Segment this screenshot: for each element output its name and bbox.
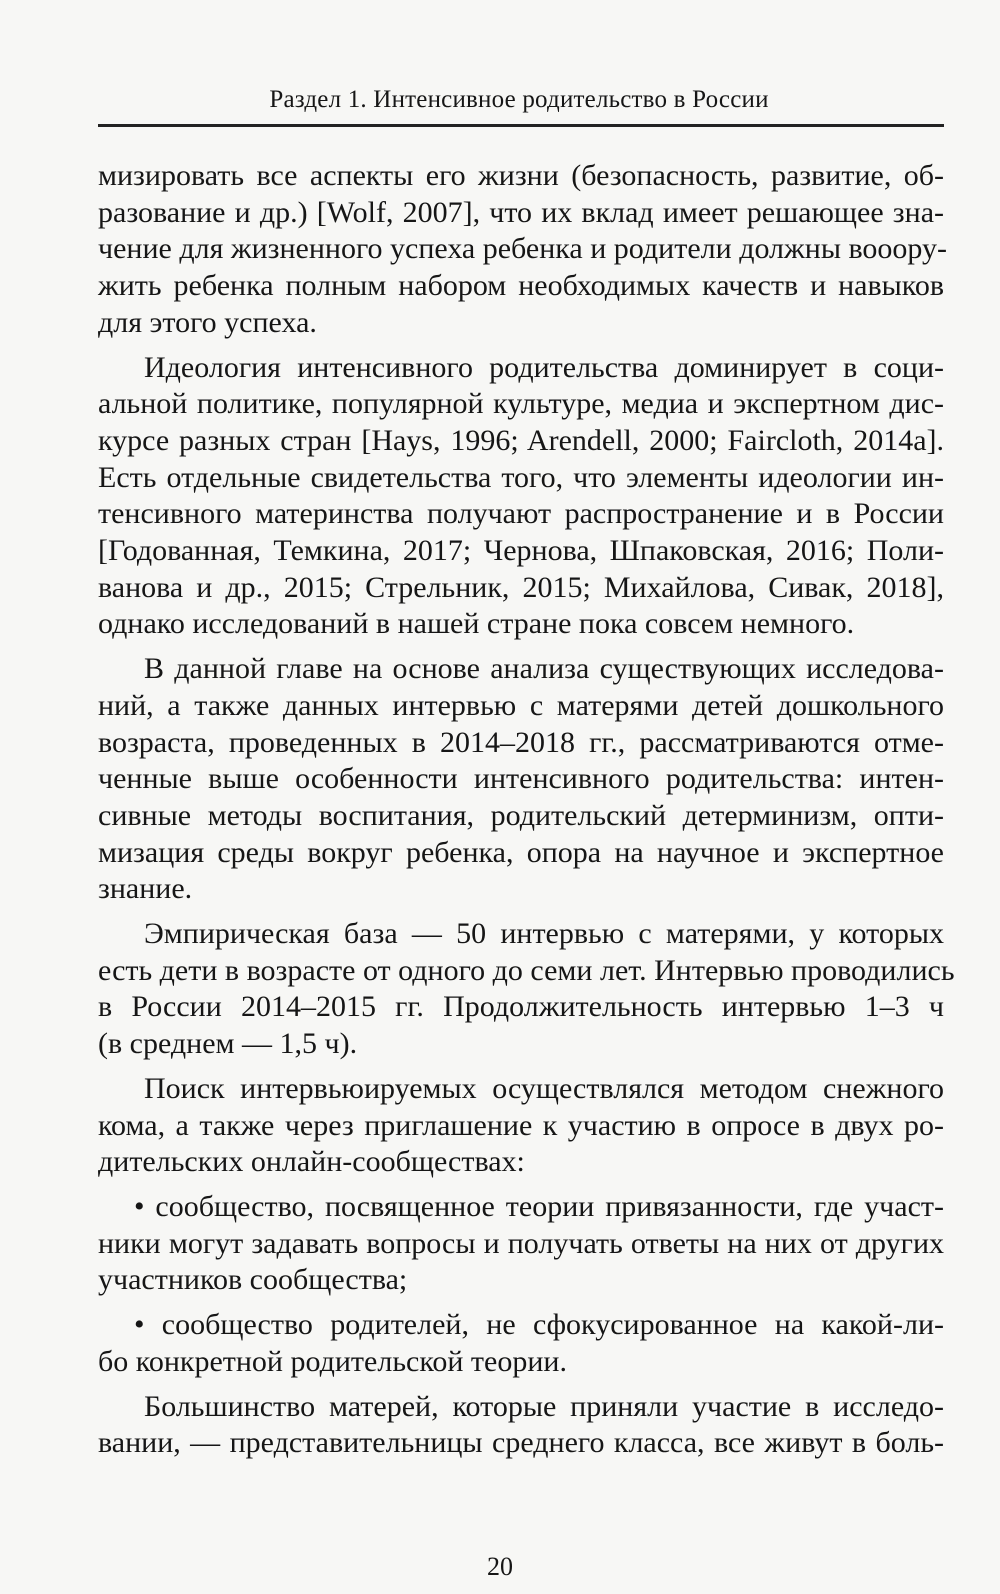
text-line: чение для жизненного успеха ребенка и родители должны вооору-: [98, 232, 948, 266]
text-line: курсе разных стран [Hays, 1996; Arendell, 2000; Faircloth, 2014a].: [98, 423, 944, 457]
text-line: однако исследований в нашей стране пока совсем немного.: [98, 607, 855, 641]
text-line: В данной главе на основе анализа существующих исследова-: [144, 652, 944, 686]
text-line: ний, а также данных интервью с матерями детей дошкольного: [98, 688, 944, 722]
paragraph-gap: [98, 342, 944, 350]
paragraph-6: [98, 1389, 944, 1462]
paragraph-gap: [98, 1299, 944, 1307]
paragraph-gap: [98, 643, 944, 651]
text-line: Идеология интенсивного родительства доминирует в соци-: [144, 350, 944, 384]
text-line: есть дети в возрасте от одного до семи лет. Интервью проводились: [98, 953, 955, 987]
text-line: Эмпирическая база — 50 интервью с матерями, у которых: [144, 917, 944, 951]
paragraph-5: [98, 1071, 944, 1181]
text-line: сивные методы воспитания, родительский детерминизм, опти-: [98, 798, 944, 832]
text-line: дительских онлайн-сообществах:: [98, 1145, 525, 1179]
text-line: возраста, проведенных в 2014–2018 гг., рассматриваются отме-: [98, 725, 944, 759]
paragraph-3: [98, 651, 944, 908]
text-line: участников сообщества;: [98, 1263, 408, 1297]
text-line: жить ребенка полным набором необходимых качеств и навыков: [98, 269, 944, 303]
text-line: • сообщество родителей, не сфокусированное на какой-ли-: [134, 1308, 944, 1342]
text-line: Большинство матерей, которые приняли участие в исследо-: [144, 1389, 944, 1423]
paragraph-gap: [98, 1063, 944, 1071]
text-line: альной политике, популярной культуре, медиа и экспертном дис-: [98, 387, 944, 421]
text-line: разование и др.) [Wolf, 2007], что их вклад имеет решающее зна-: [98, 195, 944, 229]
text-line: • сообщество, посвященное теории привязанности, где участ-: [134, 1189, 944, 1223]
text-line: ванова и др., 2015; Стрельник, 2015; Михайлова, Сивак, 2018],: [98, 570, 944, 604]
text-line: Есть отдельные свидетельства того, что элементы идеологии ин-: [98, 460, 944, 494]
text-line: Поиск интервьюируемых осуществлялся методом снежного: [144, 1071, 944, 1105]
paragraph-gap: [98, 1381, 944, 1389]
text-line: знание.: [98, 872, 193, 906]
body-text: [98, 158, 955, 1462]
text-line: ники могут задавать вопросы и получать ответы на них от других: [98, 1226, 944, 1260]
text-line: [Годованная, Темкина, 2017; Чернова, Шпаковская, 2016; Поли-: [98, 534, 944, 568]
text-line: для этого успеха.: [98, 305, 317, 339]
text-line: (в среднем — 1,5 ч).: [98, 1027, 358, 1061]
paragraph-gap: [98, 908, 944, 916]
running-header: Раздел 1. Интенсивное родительство в России: [269, 86, 769, 113]
text-line: ченные выше особенности интенсивного родительства: интен-: [98, 762, 944, 796]
text-line: вании, — представительницы среднего класса, все живут в боль-: [98, 1426, 944, 1460]
text-line: мизировать все аспекты его жизни (безопасность, развитие, об-: [98, 159, 944, 192]
paragraph-1: [98, 158, 948, 342]
paragraph-gap: [98, 1181, 944, 1189]
text-line: в России 2014–2015 гг. Продолжительность интервью 1–3 ч: [98, 990, 944, 1024]
text-line: тенсивного материнства получают распространение и в России: [98, 497, 944, 531]
text-line: бо конкретной родительской теории.: [98, 1344, 567, 1378]
paragraph-2: [98, 350, 944, 644]
bullet-item-1: [98, 1189, 944, 1299]
text-line: мизация среды вокруг ребенка, опора на научное и экспертное: [98, 835, 944, 869]
header-rule: [98, 124, 944, 127]
bullet-item-2: [98, 1307, 944, 1380]
page-number: 20: [487, 1552, 513, 1581]
text-line: кома, а также через приглашение к участию в опросе в двух ро-: [98, 1108, 944, 1142]
paragraph-4: [98, 916, 955, 1063]
